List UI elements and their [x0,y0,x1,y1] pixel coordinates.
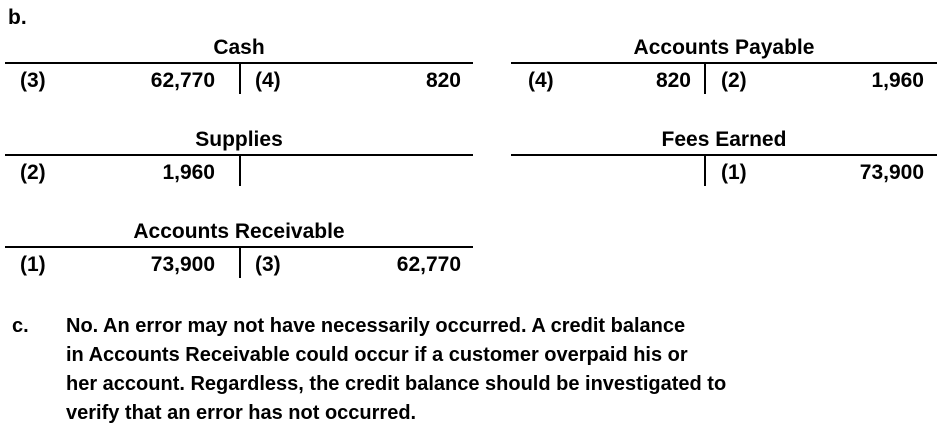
t-account-cash [5,36,473,96]
part-c-answer [66,312,926,428]
part-b-label: b. [8,6,27,29]
debit-amount: 820 [655,69,691,92]
credit-ref: (4) [255,69,281,92]
account-title: Accounts Receivable [133,220,345,243]
account-title: Accounts Payable [633,36,815,59]
t-account-fees-earned [511,128,937,188]
credit-amount: 62,770 [396,253,461,276]
answer-line: verify that an error has not occurred. [66,402,417,424]
account-title: Supplies [195,128,283,151]
answer-line: No. An error may not have necessarily occurred. A credit balance [66,315,686,337]
t-account-divider [239,156,241,186]
t-account-supplies [5,128,473,188]
debit-ref: (3) [20,69,46,92]
t-account-accounts-receivable [5,220,473,280]
credit-ref: (1) [721,161,747,184]
t-account-top-rule [511,154,937,156]
t-account-accounts-payable [511,36,937,96]
part-c-label: c. [12,315,29,337]
credit-amount: 73,900 [859,161,924,184]
debit-amount: 62,770 [150,69,215,92]
t-account-divider [239,64,241,94]
answer-line: her account. Regardless, the credit balance should be investigated to [66,373,727,395]
t-account-top-rule [511,62,937,64]
answer-line: in Accounts Receivable could occur if a customer overpaid his or [66,344,688,366]
t-account-divider [704,156,706,186]
account-title: Cash [213,36,265,59]
debit-amount: 73,900 [150,253,215,276]
debit-ref: (1) [20,253,46,276]
debit-amount: 1,960 [162,161,215,184]
debit-ref: (2) [20,161,46,184]
credit-amount: 820 [425,69,461,92]
account-title: Fees Earned [661,128,787,151]
credit-ref: (2) [721,69,747,92]
t-account-divider [239,248,241,278]
t-account-divider [704,64,706,94]
credit-amount: 1,960 [871,69,924,92]
credit-ref: (3) [255,253,281,276]
debit-ref: (4) [528,69,554,92]
